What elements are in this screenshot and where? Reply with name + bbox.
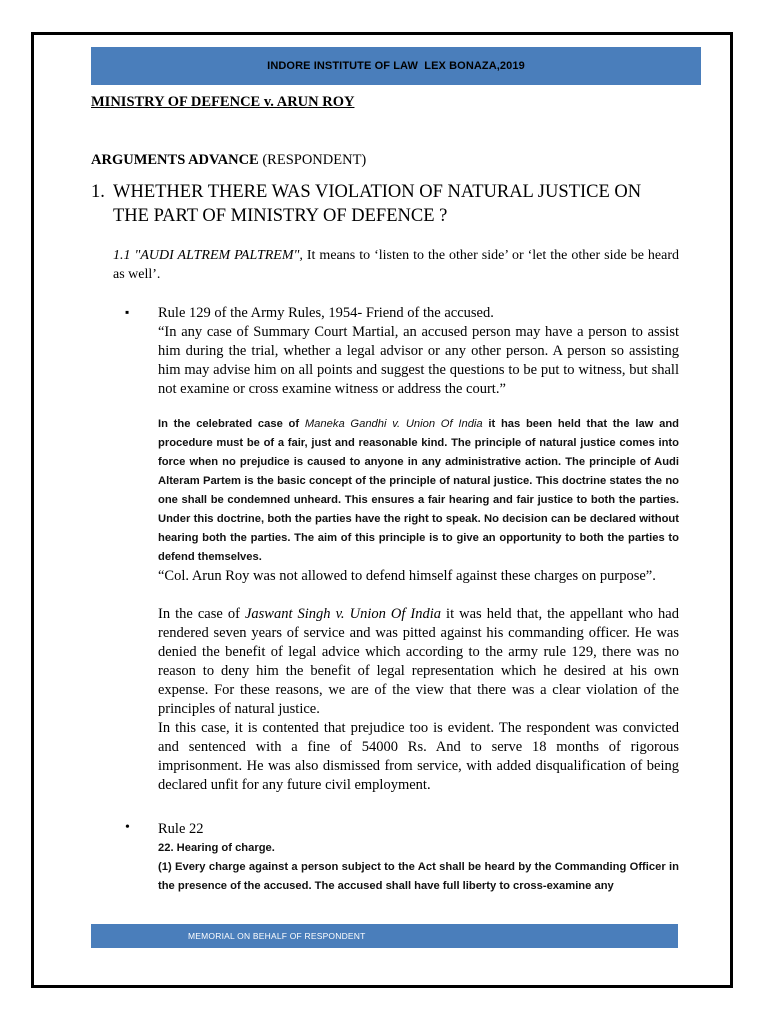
maneka-paragraph	[158, 415, 679, 567]
jaswant-text: it was held that, the appellant who had rendered seven years of service and was pitted against his commanding officer. He was denied the benefit of legal advice which according to the army rule 129, there was no reason to deny him the benefit of legal representation which he desired at his own expense. For these reasons, we are of the view that there was a clear violation of the principles of natural justice.	[158, 606, 679, 717]
round-bullet-icon: •	[125, 820, 130, 835]
rule-129-section	[125, 304, 679, 795]
prejudice-paragraph: In this case, it is contented that prejudice too is evident. The respondent was convicted and sentenced with a fine of 54000 Rs. And to serve 18 months of rigorous imprisonment. He was also dismissed from service, with added disqualification of being declared unfit for any future civil employment.	[158, 720, 679, 793]
sub-point-paragraph	[113, 246, 679, 284]
rule-129-title: Rule 129 of the Army Rules, 1954- Friend of the accused.	[158, 305, 494, 321]
maneka-case-name: Maneka Gandhi v. Union Of India	[304, 418, 483, 430]
header-band	[91, 47, 701, 85]
rule-22-section	[125, 820, 679, 896]
rule-22-heading: 22. Hearing of charge.	[158, 842, 275, 854]
issue-text: WHETHER THERE WAS VIOLATION OF NATURAL JUSTICE ON THE PART OF MINISTRY OF DEFENCE ?	[113, 182, 642, 226]
rule-22-title: Rule 22	[158, 821, 204, 837]
sub-point-heading: 1.1 "AUDI ALTREM PALTREM",	[113, 248, 303, 263]
arguments-heading	[91, 152, 366, 169]
maneka-prefix: In the celebrated case of	[158, 418, 305, 430]
square-bullet-icon: ▪	[125, 305, 130, 319]
footer-band	[91, 924, 678, 948]
rule-22-text: (1) Every charge against a person subject to the Act shall be heard by the Commanding Officer in the presence of the accused. The accused shall have full liberty to cross-examine any	[158, 861, 679, 892]
issue-number: 1.	[91, 182, 105, 202]
jaswant-case-name: Jaswant Singh v. Union Of India	[244, 606, 442, 622]
jaswant-prefix: In the case of	[158, 606, 245, 622]
case-title: MINISTRY OF DEFENCE v. ARUN ROY	[91, 94, 355, 110]
footer-text: MEMORIAL ON BEHALF OF RESPONDENT	[188, 931, 366, 941]
arguments-label: ARGUMENTS ADVANCE	[91, 152, 259, 168]
header-title: INDORE INSTITUTE OF LAW LEX BONAZA,2019	[267, 60, 525, 72]
rule-129-quote: “In any case of Summary Court Martial, an accused person may have a person to assist him during the trial, whether a legal advisor or any other person. A person so assisting him may advise him on all points and suggest the questions to be put to witness, but shall not examine or cross examine witness or address the court.”	[158, 324, 679, 397]
sub-point-text: It means to ‘listen to the other side’ or ‘let the other side be heard as well’.	[113, 248, 679, 282]
jaswant-paragraph	[158, 605, 679, 719]
arguments-party: (RESPONDENT)	[258, 152, 367, 168]
issue-heading	[91, 180, 681, 228]
maneka-text: it has been held that the law and procedure must be of a fair, just and reasonable kind. The principle of natural justice comes into force when no prejudice is caused to anyone in any administrative action. The principle of Audi Alteram Partem is the basic concept of the principle of natural justice. This doctrine states the no one shall be condemned unheard. This ensures a fair hearing and fair justice to both the parties. Under this doctrine, both the parties have the right to speak. No decision can be declared without hearing both the parties. The aim of this principle is to give an opportunity to both the parties to defend themselves.	[158, 418, 679, 563]
col-arun-quote: “Col. Arun Roy was not allowed to defend himself against these charges on purpose”.	[158, 568, 656, 584]
